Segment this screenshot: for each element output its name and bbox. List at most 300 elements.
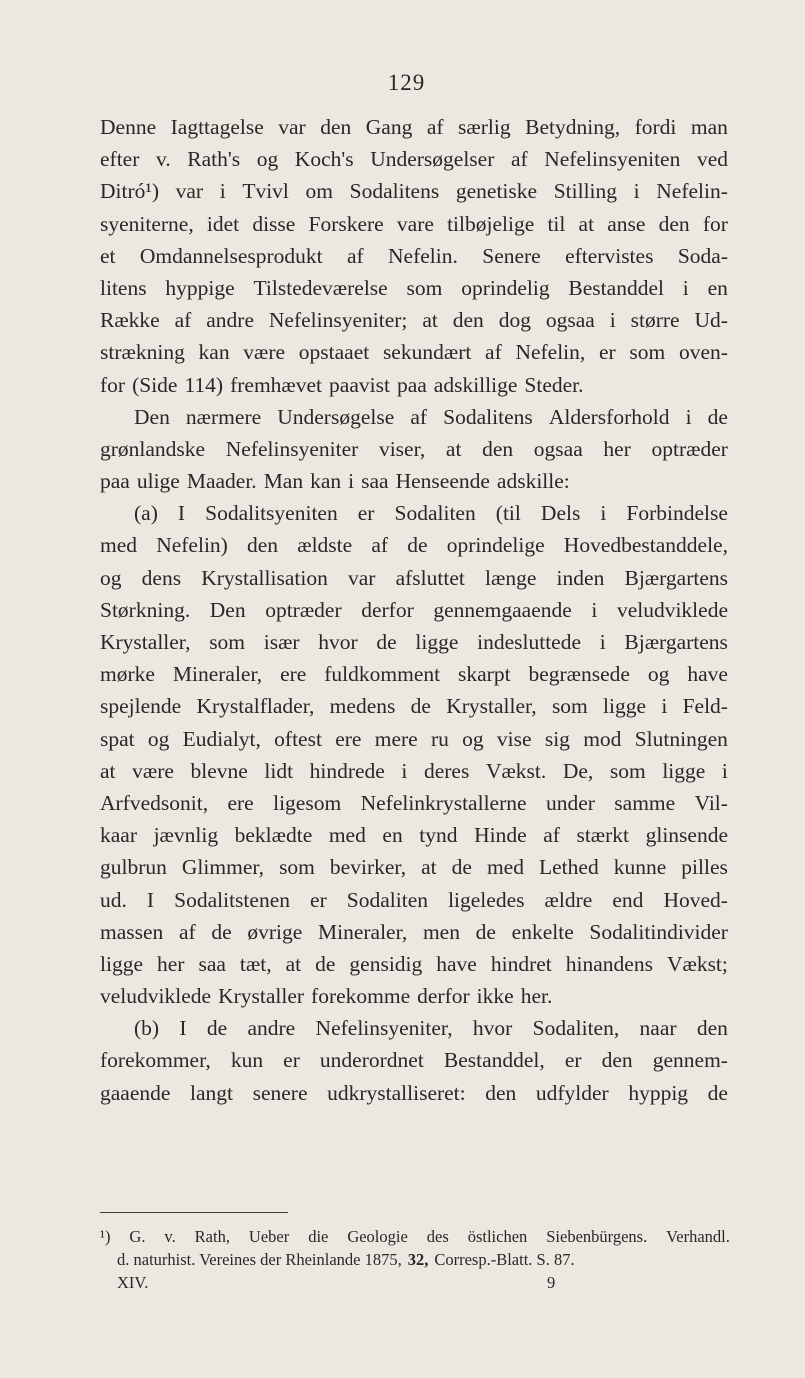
text-line-word: optræder (265, 597, 342, 622)
text-line-word: og (256, 147, 279, 172)
text-line-word: mod (583, 726, 622, 751)
text-line-word: Omdannelsesprodukt (139, 243, 323, 268)
text-line-word: dog (498, 308, 531, 333)
text-line-word: Sodalitens (349, 179, 440, 204)
text-line-word: hinandens (565, 951, 653, 976)
text-line (100, 465, 728, 497)
footnote-line-1-word: östlichen (467, 1227, 528, 1246)
text-line (100, 626, 728, 658)
text-line-word: den (601, 1048, 633, 1073)
text-line (100, 401, 728, 433)
text-line-word: Nefelinsyeniter (225, 436, 359, 461)
text-line-word: for (100, 372, 126, 397)
text-line-word: lidt (264, 758, 294, 783)
text-line-word: ligge (100, 951, 143, 976)
text-line-word: I (177, 501, 186, 526)
text-line-word: saa (198, 951, 226, 976)
text-line-word: som (609, 758, 646, 783)
text-line-word: anse (607, 211, 646, 236)
text-line-word: (Side (132, 372, 178, 397)
text-line-word: Maader. (186, 469, 257, 494)
text-line-word: var (278, 115, 306, 139)
text-line-word: enkelte (511, 919, 574, 944)
text-line-word: samme (614, 790, 676, 815)
text-line (100, 562, 728, 594)
text-line-word: Hovedbestanddele, (563, 533, 728, 558)
text-line-word: paavist (329, 372, 390, 397)
text-line-word: De, (562, 758, 594, 783)
text-line-word: I (179, 1016, 187, 1041)
text-line-word: fremhævet (230, 372, 323, 397)
text-line-word: den (696, 1016, 728, 1041)
text-line-word: grønlandske (100, 436, 206, 461)
text-line-word: ere (227, 790, 254, 815)
text-line-word: Sodalitstenen (174, 887, 290, 912)
text-line-word: end (612, 887, 644, 912)
text-line-word: Hinde (474, 823, 527, 848)
text-line-word: som (551, 694, 588, 719)
text-line-word: sig (544, 726, 570, 751)
text-line-word: have (436, 951, 477, 976)
text-line-word: tæt, (239, 951, 272, 976)
text-line-word: underordnet (319, 1048, 424, 1073)
text-line-word: kan (198, 340, 230, 365)
text-line-word: fuldkomment (324, 662, 441, 687)
text-line-word: til (547, 211, 566, 236)
text-line-word: glinsende (645, 823, 728, 848)
text-line-word: Krystalflader, (196, 694, 315, 719)
text-line-word: ligge (662, 758, 706, 783)
text-line-word: ud. (100, 887, 127, 912)
text-line-word: nærmere (185, 404, 262, 429)
text-line-word: andre (247, 1016, 296, 1041)
text-line-word: Sodalitindivider (589, 919, 728, 944)
text-line-word: skarpt (458, 662, 511, 687)
text-line-word: viser, (378, 436, 426, 461)
text-line (100, 272, 728, 304)
text-line-word: Sodaliten (394, 501, 476, 526)
text-line-word: for (702, 211, 728, 236)
text-line-word: større (630, 308, 680, 333)
text-line-word: øvrige (247, 919, 303, 944)
footnote-divider (100, 1212, 288, 1213)
text-line-word: i (219, 179, 226, 204)
text-line-word: ældste (297, 533, 353, 558)
text-line-word: de (211, 919, 232, 944)
text-line-word: de (707, 1080, 728, 1105)
text-line-word: massen (100, 919, 164, 944)
footnote-line-1-word: Siebenbürgens. (546, 1227, 648, 1246)
text-line-word: og (647, 662, 670, 687)
text-line (100, 1077, 728, 1109)
text-line-word: veludviklede (616, 597, 728, 622)
text-line-word: udkrystalliseret: (327, 1080, 466, 1105)
text-line-word: litens (100, 275, 147, 300)
text-line-word: Nefelinkrystallerne (360, 790, 527, 815)
text-line-word: jævnlig (153, 823, 219, 848)
text-line-word: vise (496, 726, 532, 751)
text-line-word: Række (100, 308, 160, 333)
text-line-word: i (348, 469, 355, 494)
text-line-word: Mineraler, (317, 919, 408, 944)
text-line-word: Denne (100, 115, 157, 139)
text-line-word: have (687, 662, 728, 687)
text-line-word: stærkt (576, 823, 630, 848)
text-line-word: idet (206, 211, 240, 236)
text-line-word: en (382, 823, 403, 848)
text-line-word: her (603, 436, 631, 461)
footnote-line-1-word: die (308, 1227, 329, 1246)
text-line (100, 787, 728, 819)
footnote-line-1-word: ¹) (100, 1227, 111, 1246)
text-line-word: Man (263, 469, 304, 494)
text-line-word: Nefelinsyeniter, (315, 1016, 453, 1041)
text-line-word: adskillige (433, 372, 518, 397)
text-line-word: at (285, 951, 302, 976)
text-line-word: være (132, 758, 174, 783)
text-line-word: Feld- (682, 694, 728, 719)
text-line-word: i (591, 597, 598, 622)
text-line-word: Betydning, (525, 115, 621, 139)
text-line-word: under (545, 790, 595, 815)
text-line (100, 433, 728, 465)
text-line-word: hvor (318, 630, 358, 654)
text-line-word: af (426, 115, 444, 139)
text-line-word: at (445, 436, 462, 461)
text-line (100, 916, 728, 948)
text-line-word: strækning (100, 340, 185, 365)
text-line-word: tilbøjelige (447, 211, 535, 236)
text-line-word: ældre (544, 887, 593, 912)
text-line-word: ogsaa (533, 436, 583, 461)
text-line (100, 980, 728, 1012)
text-line-word: Stilling (553, 179, 618, 204)
text-line-word: Henseende (395, 469, 490, 494)
text-line-word: Vækst; (666, 951, 728, 976)
text-line-word: den (452, 308, 484, 333)
text-line-word: Eudialyt, (182, 726, 261, 751)
text-line-word: Forbindelse (626, 501, 728, 526)
text-line-word: at (421, 855, 437, 880)
text-line-word: Ditró¹) (100, 179, 159, 204)
text-line-word: Undersøgelser (370, 147, 495, 172)
text-line-word: eftervistes (565, 243, 654, 268)
text-line-word: man (690, 115, 728, 139)
text-line-word: den (485, 1080, 517, 1105)
text-line-word: Bjærgartens (624, 565, 728, 590)
footnote (100, 1225, 730, 1294)
text-line-word: blevne (190, 758, 248, 783)
text-line-word: den (658, 211, 690, 236)
text-line (100, 143, 728, 175)
text-line-word: Krystaller (218, 984, 305, 1009)
text-line-word: Arfvedsonit, (100, 790, 209, 815)
text-line-word: 114) (184, 372, 224, 397)
text-line (100, 594, 728, 626)
text-line-word: i (401, 758, 408, 783)
text-line-word: hyppige (165, 275, 235, 300)
text-line-word: Bestanddel (568, 275, 664, 300)
footnote-line-1-word: Ueber (248, 1227, 290, 1246)
text-line-word: Den (209, 597, 246, 622)
footnote-line-2 (100, 1248, 730, 1271)
text-line (100, 175, 728, 207)
text-line (100, 884, 728, 916)
text-line-word: Sodaliten, (532, 1016, 620, 1041)
text-line (100, 819, 728, 851)
text-line-word: sekundært (382, 340, 472, 365)
text-line (100, 690, 728, 722)
text-line-word: ligesom (273, 790, 342, 815)
text-line-word: Iagttagelse (170, 115, 264, 139)
text-line-word: er (310, 887, 327, 912)
text-line-word: hvor (472, 1016, 513, 1041)
text-line-word: at (100, 758, 116, 783)
text-line-word: forekomme (311, 984, 411, 1009)
text-line-word: de (206, 1016, 228, 1041)
text-line-word: som (629, 340, 666, 365)
text-line-word: er (283, 1048, 300, 1073)
footnote-line-2-text: d. naturhist. Vereines der Rheinlande 1875, (117, 1250, 402, 1269)
text-line-word: Glimmer, (181, 855, 265, 880)
text-line-word: inden (556, 565, 605, 590)
text-line-word: naar (639, 1016, 677, 1041)
text-line-word: oftest (274, 726, 322, 751)
text-line-word: Nefelin- (656, 179, 728, 204)
text-line-word: v. (155, 147, 171, 172)
text-line-word: her. (520, 984, 553, 1009)
text-line (100, 497, 728, 529)
text-line (100, 851, 728, 883)
text-line (100, 755, 728, 787)
text-line-word: Mineraler, (172, 662, 263, 687)
text-line-word: som (209, 630, 246, 654)
text-line-word: Tilstedeværelse (253, 275, 388, 300)
text-line-word: i (599, 630, 606, 654)
text-line-word: i (661, 694, 668, 719)
text-line (100, 658, 728, 690)
text-line-word: ulige (136, 469, 180, 494)
text-line-word: oprindelige (446, 533, 545, 558)
text-line-word: i (600, 501, 607, 526)
text-line-word: udfylder (535, 1080, 609, 1105)
text-line-word: Forskere (308, 211, 384, 236)
text-line-word: Hoved- (663, 887, 728, 912)
text-line-word: Krystaller, (446, 694, 537, 719)
text-line-word: Nefelin) (156, 533, 228, 558)
text-line (100, 723, 728, 755)
text-line-word: af (510, 147, 528, 172)
signature-volume: XIV. (117, 1273, 149, 1292)
text-line-word: pilles (681, 855, 728, 880)
text-line-word: bevirker, (329, 855, 407, 880)
page-number: 129 (387, 70, 426, 95)
text-line-word: Aldersforhold (548, 404, 670, 429)
text-line-word: paa (396, 372, 427, 397)
text-line-word: Gang (365, 115, 413, 139)
text-line-word: Krystallisation (201, 565, 328, 590)
text-line-word: i (633, 179, 640, 204)
signature-line (100, 1271, 730, 1294)
text-line-word: længe (485, 565, 537, 590)
text-line-word: være (243, 340, 286, 365)
text-line-word: ogsaa (545, 308, 595, 333)
text-line-word: adskille: (496, 469, 570, 494)
text-line-word: er (357, 501, 375, 526)
text-line-word: (a) (134, 501, 158, 526)
footnote-line-1 (100, 1225, 730, 1248)
text-line-word: Senere (482, 243, 541, 268)
text-line-word: som (406, 275, 443, 300)
text-line-word: andre (206, 308, 254, 333)
text-line-word: derfor (417, 984, 470, 1009)
text-line-word: ere (280, 662, 307, 687)
text-line-word: her (157, 951, 185, 976)
text-line-word: Undersøgelse (277, 404, 395, 429)
text-line-word: de (376, 630, 397, 654)
text-line (100, 529, 728, 561)
text-line-word: hyppig (628, 1080, 689, 1105)
text-line-word: i (685, 404, 692, 429)
text-line-word: Rath's (187, 147, 241, 172)
text-line-word: er (598, 340, 616, 365)
footnote-line-2-tail: Corresp.-Blatt. S. 87. (434, 1250, 575, 1269)
text-line-word: den (482, 436, 514, 461)
text-line-word: fordi (634, 115, 677, 139)
footnote-volume: 32, (407, 1250, 429, 1269)
text-line-word: Den (134, 404, 170, 429)
text-line-word: af (371, 533, 389, 558)
text-line-word: en (707, 275, 728, 300)
text-line-word: i (609, 308, 616, 333)
text-line-word: med (100, 533, 138, 558)
text-line-word: Bjærgartens (624, 630, 728, 654)
text-line-word: Nefelin. (388, 243, 458, 268)
text-line-word: afsluttet (395, 565, 465, 590)
text-line-word: disse (252, 211, 296, 236)
text-line-word: om (305, 179, 334, 204)
text-line-word: Sodalitens (443, 404, 533, 429)
text-line-word: og (462, 726, 484, 751)
text-line-word: (til (495, 501, 521, 526)
text-line-word: Nefelin, (515, 340, 586, 365)
text-line-word: genetiske (455, 179, 538, 204)
text-line-word: de (407, 533, 428, 558)
text-line-word: men (422, 919, 460, 944)
text-line-word: Nefelinsyeniter; (268, 308, 408, 333)
text-line-word: begrænsede (528, 662, 630, 687)
footnote-line-1-word: Rath, (194, 1227, 230, 1246)
text-line-word: spat (100, 726, 135, 751)
text-line-word: i (682, 275, 689, 300)
text-line-word: Sodaliten (346, 887, 429, 912)
text-line-word: hindret (490, 951, 552, 976)
text-line-word: oven- (678, 340, 728, 365)
text-line-word: ligeledes (448, 887, 525, 912)
text-line-word: den (320, 115, 352, 139)
text-line (100, 1044, 728, 1076)
text-line-word: Vil- (694, 790, 728, 815)
text-line-word: tynd (419, 823, 458, 848)
text-line-word: Dels (540, 501, 581, 526)
text-line-word: gensidig (349, 951, 423, 976)
text-line-word: Sodalitsyeniten (205, 501, 338, 526)
text-line-word: af (178, 919, 196, 944)
text-line-word: medens (329, 694, 396, 719)
text-line-word: mørke (100, 662, 155, 687)
text-line-word: veludviklede (100, 984, 212, 1009)
text-line-word: ru (430, 726, 449, 751)
text-line-word: af (410, 404, 428, 429)
text-line-word: Tvivl (242, 179, 289, 204)
text-line-word: (b) (134, 1016, 160, 1041)
text-line-word: oprindelig (461, 275, 550, 300)
text-line-word: af (174, 308, 192, 333)
text-line-word: Lethed (539, 855, 599, 880)
text-line-word: efter (100, 147, 140, 172)
text-line-word: ved (696, 147, 728, 172)
text-line-word: paa (100, 469, 130, 494)
text-line (100, 208, 728, 240)
text-line-word: Slutningen (634, 726, 728, 751)
text-line-word: syeniterne, (100, 211, 194, 236)
text-line-word: kan (310, 469, 342, 494)
text-line-word: ikke (476, 984, 514, 1009)
text-line-word: at (422, 308, 438, 333)
text-line-word: mere (374, 726, 418, 751)
text-line-word: beklædte (234, 823, 313, 848)
text-line-word: hindrede (309, 758, 385, 783)
text-line-word: I (146, 887, 155, 912)
text-line (100, 336, 728, 368)
text-line-word: gaaende (100, 1080, 171, 1105)
footnote-line-1-word: Geologie (347, 1227, 408, 1246)
text-line-word: dens (141, 565, 182, 590)
text-line-word: især (263, 630, 300, 654)
footnote-line-1-word: Verhandl. (666, 1227, 730, 1246)
text-line-word: som (279, 855, 315, 880)
text-line-word: spejlende (100, 694, 182, 719)
text-line-word: af (346, 243, 364, 268)
text-line-word: Ud- (694, 308, 728, 333)
text-line-word: og (100, 565, 122, 590)
text-line-word: med (486, 855, 524, 880)
text-line-word: langt (190, 1080, 234, 1105)
text-line-word: ligge (603, 694, 647, 719)
text-line-word: de (451, 855, 472, 880)
text-line-word: Nefelinsyeniten (544, 147, 681, 172)
text-line (100, 240, 728, 272)
text-line-word: forekommer, (100, 1048, 211, 1073)
text-line (100, 1012, 728, 1044)
text-line-word: derfor (361, 597, 414, 622)
text-line-word: Bestanddel, (443, 1048, 545, 1073)
text-line-word: Krystaller, (100, 630, 191, 654)
text-line-word: de (475, 919, 496, 944)
text-line-word: gennem- (652, 1048, 728, 1073)
text-line-word: gulbrun (100, 855, 167, 880)
text-line-word: ligge (415, 630, 459, 654)
text-line-word: ere (335, 726, 362, 751)
text-line-word: den (247, 533, 279, 558)
text-line-word: optræder (651, 436, 728, 461)
text-line-word: gennemgaaende (433, 597, 572, 622)
text-line-word: Vækst. (485, 758, 547, 783)
text-line (100, 948, 728, 980)
signature-number: 9 (547, 1273, 556, 1292)
text-line-word: Soda- (677, 243, 728, 268)
body-text (100, 111, 728, 1109)
